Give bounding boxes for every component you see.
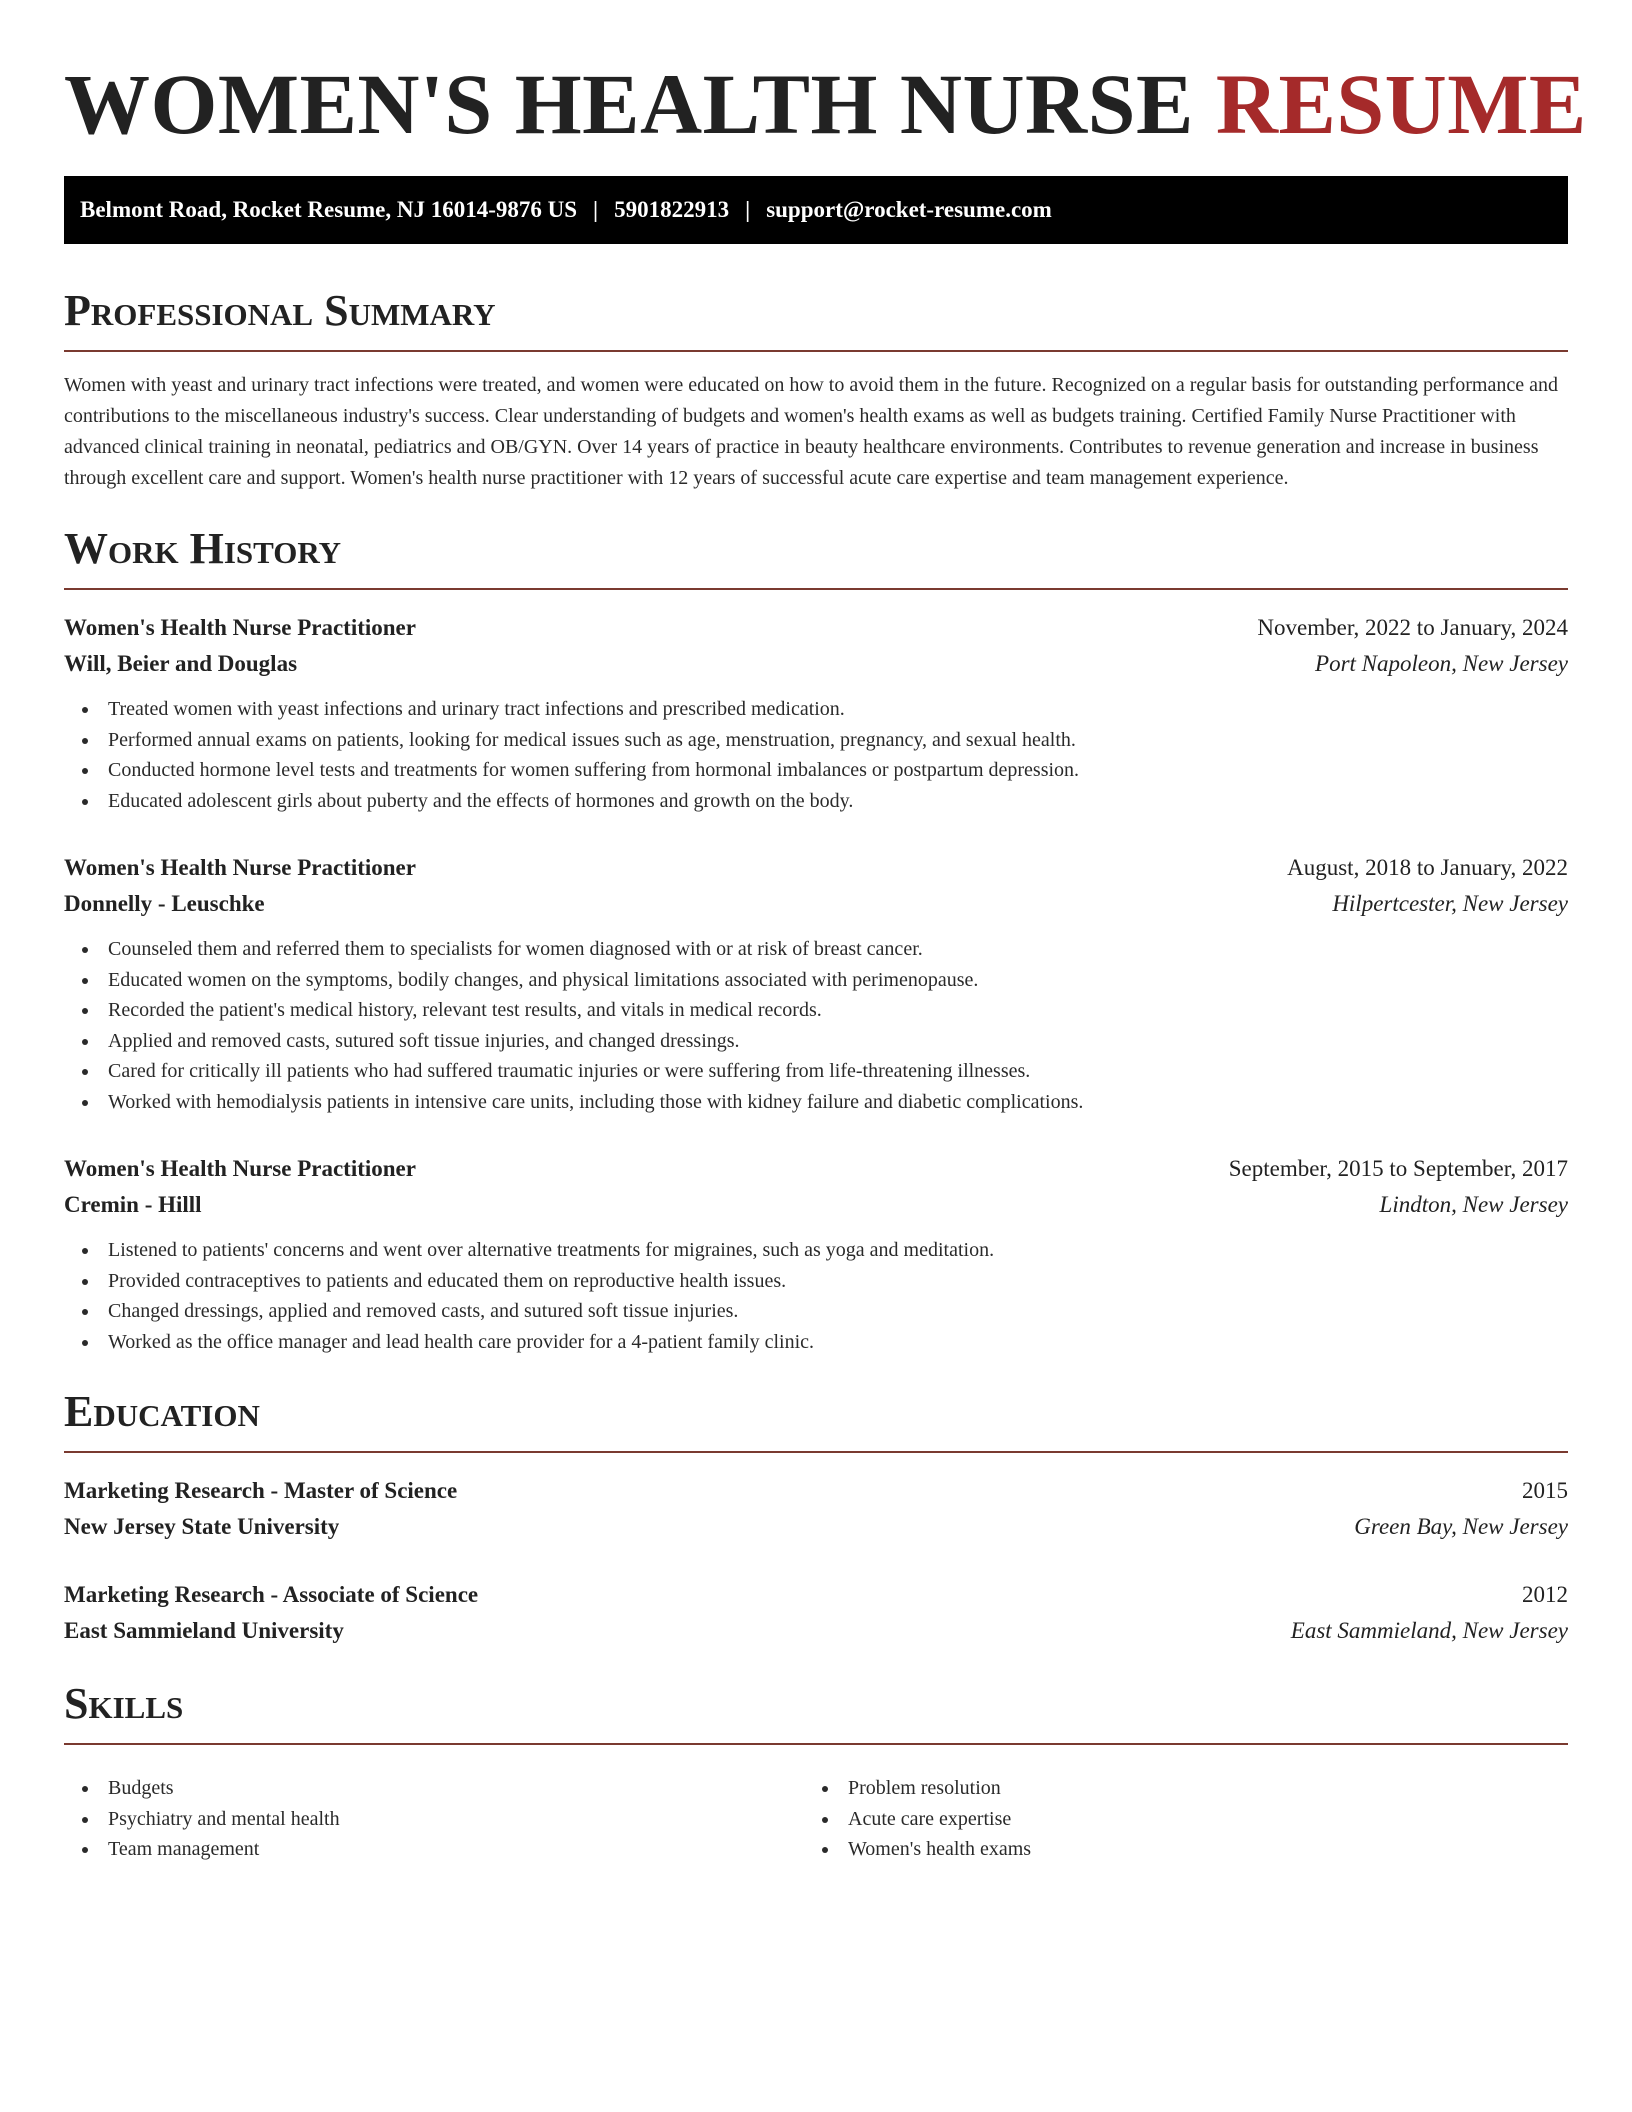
education-degree: Marketing Research - Master of Science: [64, 1478, 458, 1503]
contact-phone: 5901822913: [614, 197, 730, 222]
job-duty: Treated women with yeast infections and urinary tract infections and prescribed medication.: [64, 694, 1568, 725]
contact-email: support@rocket-resume.com: [766, 197, 1052, 222]
contact-separator: |: [745, 197, 751, 222]
job-location: Port Napoleon, New Jersey: [1315, 651, 1568, 676]
job-duty: Applied and removed casts, sutured soft tissue injuries, and changed dressings.: [64, 1026, 1568, 1057]
education-year: 2012: [1522, 1582, 1568, 1607]
education-location: East Sammieland, New Jersey: [1290, 1618, 1568, 1643]
skill-item: Psychiatry and mental health: [64, 1804, 804, 1835]
job-duty: Cared for critically ill patients who had suffered traumatic injuries or were suffering from life-threatening illnesses.: [64, 1056, 1568, 1087]
education-school-row: [64, 1613, 1568, 1649]
job-dates: November, 2022 to January, 2024: [1257, 615, 1568, 640]
section-title-education: Education: [64, 1387, 260, 1436]
job-header-row: [64, 610, 1568, 646]
skills-list-right: [804, 1773, 1544, 1865]
job-company: Will, Beier and Douglas: [64, 651, 298, 676]
job-company: Donnelly - Leuschke: [64, 891, 265, 916]
education-degree-row: [64, 1473, 1568, 1509]
job-location: Hilpertcester, New Jersey: [1332, 891, 1568, 916]
job-duty: Changed dressings, applied and removed casts, and sutured soft tissue injuries.: [64, 1296, 1568, 1327]
job-duty: Provided contraceptives to patients and educated them on reproductive health issues.: [64, 1266, 1568, 1297]
section-divider: [64, 350, 1568, 352]
skill-item: Team management: [64, 1834, 804, 1865]
section-title-skills: Skills: [64, 1679, 184, 1728]
contact-bar: [64, 176, 1568, 244]
job-duty: Worked with hemodialysis patients in intensive care units, including those with kidney failure and diabetic complications.: [64, 1087, 1568, 1118]
education-location: Green Bay, New Jersey: [1354, 1514, 1568, 1539]
skill-item: Budgets: [64, 1773, 804, 1804]
job-duty: Performed annual exams on patients, looking for medical issues such as age, menstruation, pregnancy, and sexual health.: [64, 725, 1568, 756]
skills-grid: [64, 1761, 1568, 1865]
job-dates: August, 2018 to January, 2022: [1287, 855, 1568, 880]
job-duty: Counseled them and referred them to specialists for women diagnosed with or at risk of breast cancer.: [64, 934, 1568, 965]
job-position: Women's Health Nurse Practitioner: [64, 855, 416, 880]
job-duty: Educated adolescent girls about puberty and the effects of hormones and growth on the body.: [64, 786, 1568, 817]
job-duties-list: [64, 1235, 1568, 1357]
contact-separator: |: [593, 197, 599, 222]
job-company-row: [64, 1187, 1568, 1223]
job-entry: [64, 850, 1568, 1117]
skill-item: Problem resolution: [804, 1773, 1544, 1804]
education-year: 2015: [1522, 1478, 1568, 1503]
job-dates: September, 2015 to September, 2017: [1228, 1156, 1568, 1181]
job-duties-list: [64, 934, 1568, 1117]
skill-item: Acute care expertise: [804, 1804, 1544, 1835]
section-title-work-history: Work History: [64, 524, 342, 573]
skill-item: Women's health exams: [804, 1834, 1544, 1865]
resume-title: [64, 54, 1587, 154]
job-header-row: [64, 1151, 1568, 1187]
job-header-row: [64, 850, 1568, 886]
education-entry: [64, 1473, 1568, 1545]
education-degree: Marketing Research - Associate of Science: [64, 1582, 479, 1607]
job-duty: Educated women on the symptoms, bodily changes, and physical limitations associated with perimenopause.: [64, 965, 1568, 996]
job-duty: Listened to patients' concerns and went over alternative treatments for migraines, such as yoga and meditation.: [64, 1235, 1568, 1266]
section-divider: [64, 1743, 1568, 1745]
education-degree-row: [64, 1577, 1568, 1613]
skills-list-left: [64, 1773, 804, 1865]
education-school: New Jersey State University: [64, 1514, 340, 1539]
title-main: WOMEN'S HEALTH NURSE: [64, 56, 1194, 152]
job-duty: Conducted hormone level tests and treatments for women suffering from hormonal imbalances or postpartum depression.: [64, 755, 1568, 786]
education-school-row: [64, 1509, 1568, 1545]
job-company-row: [64, 886, 1568, 922]
job-company: Cremin - Hilll: [64, 1192, 202, 1217]
job-duty: Recorded the patient's medical history, relevant test results, and vitals in medical records.: [64, 995, 1568, 1026]
job-entry: [64, 610, 1568, 816]
job-duties-list: [64, 694, 1568, 816]
job-position: Women's Health Nurse Practitioner: [64, 615, 416, 640]
job-position: Women's Health Nurse Practitioner: [64, 1156, 416, 1181]
section-divider: [64, 1451, 1568, 1453]
job-location: Lindton, New Jersey: [1379, 1192, 1568, 1217]
summary-text: Women with yeast and urinary tract infections were treated, and women were educated on how to avoid them in the future. Recognized on a regular basis for outstanding performance and contributions to the miscellaneous industry's success. Clear understanding of budgets and women's health exams as well as budgets training. Certified Family Nurse Practitioner with advanced clinical training in neonatal, pediatrics and OB/GYN. Over 14 years of practice in beauty healthcare environments. Contributes to revenue generation and increase in business through excellent care and support. Women's health nurse practitioner with 12 years of successful acute care expertise and team management experience.: [64, 374, 1558, 489]
contact-address: Belmont Road, Rocket Resume, NJ 16014-9876 US: [80, 197, 578, 222]
education-entry: [64, 1577, 1568, 1649]
education-school: East Sammieland University: [64, 1618, 344, 1643]
section-title-summary: Professional Summary: [64, 286, 496, 335]
section-divider: [64, 588, 1568, 590]
job-duty: Worked as the office manager and lead health care provider for a 4-patient family clinic.: [64, 1327, 1568, 1358]
job-company-row: [64, 646, 1568, 682]
title-accent: RESUME: [1215, 56, 1587, 152]
job-entry: [64, 1151, 1568, 1357]
